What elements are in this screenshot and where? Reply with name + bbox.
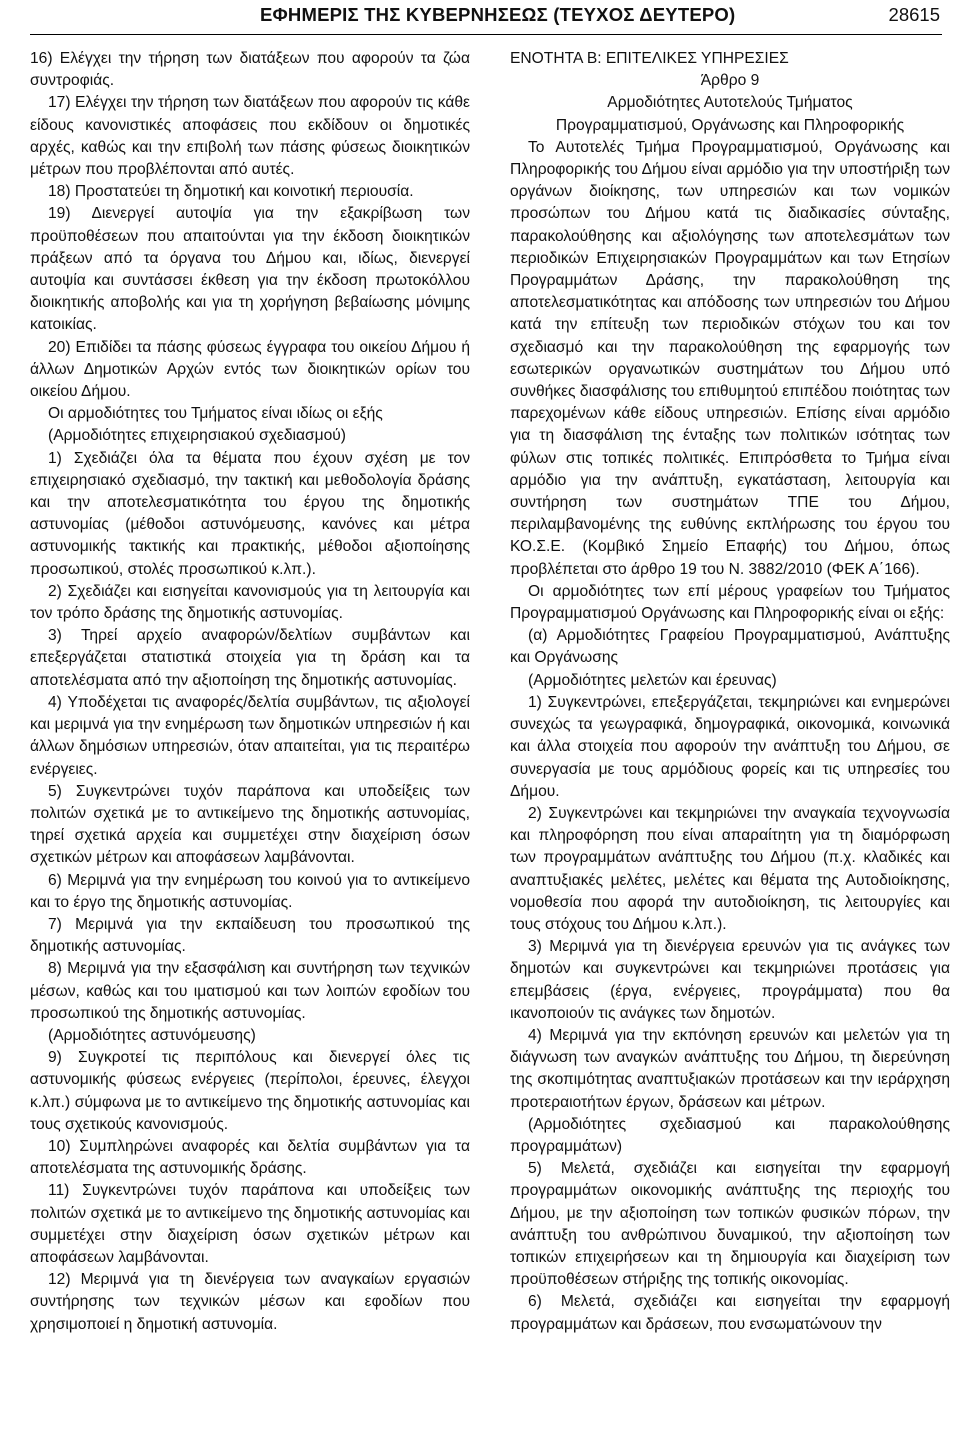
gazette-title: ΕΦΗΜΕΡΙΣ ΤΗΣ ΚΥΒΕΡΝΗΣΕΩΣ (ΤΕΥΧΟΣ ΔΕΥΤΕΡΟ): [260, 4, 736, 25]
paragraph: 3) Μεριμνά για τη διενέργεια ερευνών για τις ανάγκες των δημοτών και συγκεντρώνει και τεκμηριώνει προτάσεις για επεμβάσεις (έργα, ενέργειες, προγράμματα) που θα ικανοποιούν τις ανάγκες των δημοτών.: [510, 938, 950, 1022]
paragraph: 3) Τηρεί αρχείο αναφορών/δελτίων συμβάντων και επεξεργάζεται στατιστικά στοιχεία για τη δράση και τα αποτελέσματα από την αξιοποίηση της δημοτικής αστυνομίας.: [30, 627, 470, 689]
paragraph: Το Αυτοτελές Τμήμα Προγραμματισμού, Οργάνωσης και Πληροφορικής του Δήμου είναι αρμόδιο για την υποστήριξη των οργάνων διοίκησης, των υπηρεσιών και των νομικών προσώπων του Δήμου κατά τις διαδικασίες σύνταξης, παρακολούθησης και αξιολόγησης των αποτελεσμάτων των περιοδικών Επιχειρησιακών Προγραμμάτων και των Ετησίων Προγραμμάτων Δράσης, την παρακολούθηση της αποτελεσματικότητας και απόδοσης των υπηρεσιών του Δήμου κατά την επίτευξη των περιοδικών στόχων του και τον σχεδιασμό και την παρακολούθηση της εφαρμογής των εσωτερικών οργανωτικών συστημάτων του Δήμου υπό συνθήκες διασφάλισης του επιθυμητού επιπέδου ποιότητας των παρεχομένων κάθε είδους υπηρεσιών. Επίσης είναι αρμόδιο για τη διασφάλιση της ένταξης των πολιτικών ισότητας των φύλων στις τοπικές πολιτικές. Επιπρόσθετα το Τμήμα είναι αρμόδιο για την ανάπτυξη, εγκατάσταση, λειτουργία και συντήρηση των συστημάτων ΤΠΕ του Δήμου, περιλαμβανομένης της ευθύνης εκπλήρωσης του έργου του ΚΟ.Σ.Ε. (Κομβικό Σημείο Επαφής) του Δήμου, όπως προβλέπεται στο άρθρο 19 του Ν. 3882/2010 (ΦΕΚ Α΄166).: [510, 138, 950, 578]
article-title: Άρθρο 9: [700, 72, 760, 90]
paragraph: 4) Υποδέχεται τις αναφορές/δελτία συμβάντων, τις αξιολογεί και μεριμνά για την ενημέρωση των δημοτικών υπηρεσιών ή και άλλων δημόσιων υπηρεσιών, όταν απαιτείται, για τις περαιτέρω ενέργειες.: [30, 693, 470, 778]
paragraph: (Αρμοδιότητες επιχειρησιακού σχεδιασμού): [48, 427, 346, 445]
paragraph: 7) Μεριμνά για την εκπαίδευση του προσωπικού της δημοτικής αστυνομίας.: [30, 915, 470, 956]
page-number: 28615: [888, 4, 940, 25]
paragraph: Οι αρμοδιότητες των επί μέρους γραφείων του Τμήματος Προγραμματισμού Οργάνωσης και Πληροφορικής είναι οι εξής:: [510, 582, 950, 623]
paragraph: 20) Επιδίδει τα πάσης φύσεως έγγραφα του οικείου Δήμου ή άλλων Δημοτικών Αρχών εντός των διοικητικών ορίων του οικείου Δήμου.: [30, 338, 470, 401]
left-column: [30, 48, 470, 1336]
article-subtitle: Προγραμματισμού, Οργάνωσης και Πληροφορικής: [555, 116, 905, 134]
paragraph: 2) Σχεδιάζει και εισηγείται κανονισμούς για τη λειτουργία και τον τρόπο δράσης της δημοτικής αστυνομίας.: [30, 582, 470, 623]
page-header: [30, 4, 942, 35]
paragraph: 4) Μεριμνά για την εκπόνηση ερευνών και μελετών για τη διάγνωση των αναγκών ανάπτυξης του Δήμου, τη διερεύνηση της σκοπιμότητας αναπτυξιακών προτάσεων και την ιεράρχηση προτεραιοτήτων έργων, δράσεων και μέτρων.: [510, 1026, 950, 1111]
paragraph: 9) Συγκροτεί τις περιπόλους και διενεργεί όλες τις αστυνομικής φύσεως ενέργειες (περίπολοι, έρευνες, έλεγχοι κ.λπ.) σύμφωνα με το αντικείμενο της δημοτικής αστυνομίας και τους σχετικούς κανονισμούς.: [30, 1049, 470, 1133]
paragraph: 1) Συγκεντρώνει, επεξεργάζεται, τεκμηριώνει και ενημερώνει συνεχώς τα γεωγραφικά, δημογραφικά, οικονομικά, κοινωνικά και άλλα στοιχεία που αφορούν την ανάπτυξη του Δήμου, σε συνεργασία με τους αρμόδιους φορείς και τις υπηρεσίες του Δήμου.: [510, 693, 950, 800]
paragraph: 12) Μεριμνά για τη διενέργεια των αναγκαίων εργασιών συντήρησης των τεχνικών μέσων και εφοδίων που χρησιμοποιεί η δημοτική αστυνομία.: [30, 1271, 470, 1333]
paragraph: (Αρμοδιότητες αστυνόμευσης): [48, 1026, 256, 1044]
paragraph: 16) Ελέγχει την τήρηση των διατάξεων που αφορούν τα ζώα συντροφιάς.: [30, 50, 470, 90]
paragraph: 17) Ελέγχει την τήρηση των διατάξεων που αφορούν τις κάθε είδους κανονιστικές αποφάσεις που εκδίδουν οι δημοτικές αρχές, καθώς και την επιβολή των πάσης φύσεως διοικητικών μέτρων που προβλέπονται από αυτές.: [30, 94, 470, 179]
paragraph: 11) Συγκεντρώνει τυχόν παράπονα και υποδείξεις των πολιτών σχετικά με το αντικείμενο της δημοτικής αστυνομίας και συμμετέχει στην διαχείριση όσων σχετικών μέτρων και αποφάσεων λαμβάνονται.: [30, 1182, 470, 1266]
right-column: [510, 48, 950, 1336]
paragraph: 19) Διενεργεί αυτοψία για την εξακρίβωση των προϋποθέσεων που απαιτούνται για την έκδοση διοικητικών πράξεων από τα όργανα του Δήμου και, ιδίως, διενεργεί αυτοψία και συντάσσει έκθεση για την έκδοση πρωτοκόλλου διοικητικής αποβολής και για τη χορήγηση βεβαίωσης μόνιμης κατοικίας.: [30, 205, 470, 334]
article-subtitle: Αρμοδιότητες Αυτοτελούς Τμήματος: [607, 94, 853, 112]
paragraph: 5) Συγκεντρώνει τυχόν παράπονα και υποδείξεις των πολιτών σχετικά με το αντικείμενο της δημοτικής αστυνομίας, τηρεί σχετικά αρχεία και συμμετέχει στην διαχείριση όσων σχετικών μέτρων και αποφάσεων λαμβάνονται.: [30, 782, 470, 867]
section-title: ΕΝΟΤΗΤΑ Β: ΕΠΙΤΕΛΙΚΕΣ ΥΠΗΡΕΣΙΕΣ: [510, 50, 789, 67]
paragraph: 2) Συγκεντρώνει και τεκμηριώνει την αναγκαία τεχνογνωσία και πληροφόρηση που είναι απαραίτητη για τη διαμόρφωση των προγραμμάτων ανάπτυξης του Δήμου (π.χ. κλαδικές και αναπτυξιακές μελέτες, μελέτες και θέματα της Αυτοδιοίκησης, νομοθεσία που αφορά την αυτοδιοίκηση, τις λειτουργίες και τους στόχους του Δήμου κ.λπ.).: [510, 804, 950, 933]
paragraph: 10) Συμπληρώνει αναφορές και δελτία συμβάντων για τα αποτελέσματα της αστυνομικής δράσης.: [30, 1137, 470, 1178]
paragraph: 5) Μελετά, σχεδιάζει και εισηγείται την εφαρμογή προγραμμάτων οικονομικής ανάπτυξης της περιοχής του Δήμου, με την αξιοποίηση των τοπικών φυσικών πόρων, την ανάπτυξη του ανθρώπινου δυναμικού, την αξιοποίηση των τοπικών επιχειρήσεων και τη δημιουργία και διαχείριση των προϋποθέσεων στήριξης της τοπικής οικονομίας.: [510, 1160, 950, 1289]
paragraph: 1) Σχεδιάζει όλα τα θέματα που έχουν σχέση με τον επιχειρησιακό σχεδιασμό, την τακτική και μεθοδολογία δράσης και την αποτελεσματικότητα του έργου της δημοτικής αστυνομίας (μέθοδοι αστυνόμευσης, κανόνες και μέτρα αστυνομικής τακτικής και πρακτικής, μέθοδοι αξιοποίησης προσωπικού, στολές προσωπικού κ.λπ.).: [30, 449, 470, 578]
paragraph: (α) Αρμοδιότητες Γραφείου Προγραμματισμού, Ανάπτυξης και Οργάνωσης: [510, 627, 950, 667]
paragraph: Οι αρμοδιότητες του Τμήματος είναι ιδίως οι εξής: [48, 405, 383, 423]
paragraph: (Αρμοδιότητες μελετών και έρευνας): [528, 671, 777, 689]
paragraph: (Αρμοδιότητες σχεδιασμού και παρακολούθησης προγραμμάτων): [510, 1115, 950, 1155]
paragraph: 18) Προστατεύει τη δημοτική και κοινοτική περιουσία.: [48, 183, 414, 201]
paragraph: 6) Μεριμνά για την ενημέρωση του κοινού για το αντικείμενο και το έργο της δημοτικής αστυνομίας.: [30, 871, 470, 911]
paragraph: 8) Μεριμνά για την εξασφάλιση και συντήρηση των τεχνικών μέσων, καθώς και του ιματισμού και των λοιπών εφοδίων του προσωπικού της δημοτικής αστυνομίας.: [30, 960, 470, 1022]
paragraph: 6) Μελετά, σχεδιάζει και εισηγείται την εφαρμογή προγραμμάτων και δράσεων, που ενσωματώνουν την: [510, 1293, 950, 1333]
